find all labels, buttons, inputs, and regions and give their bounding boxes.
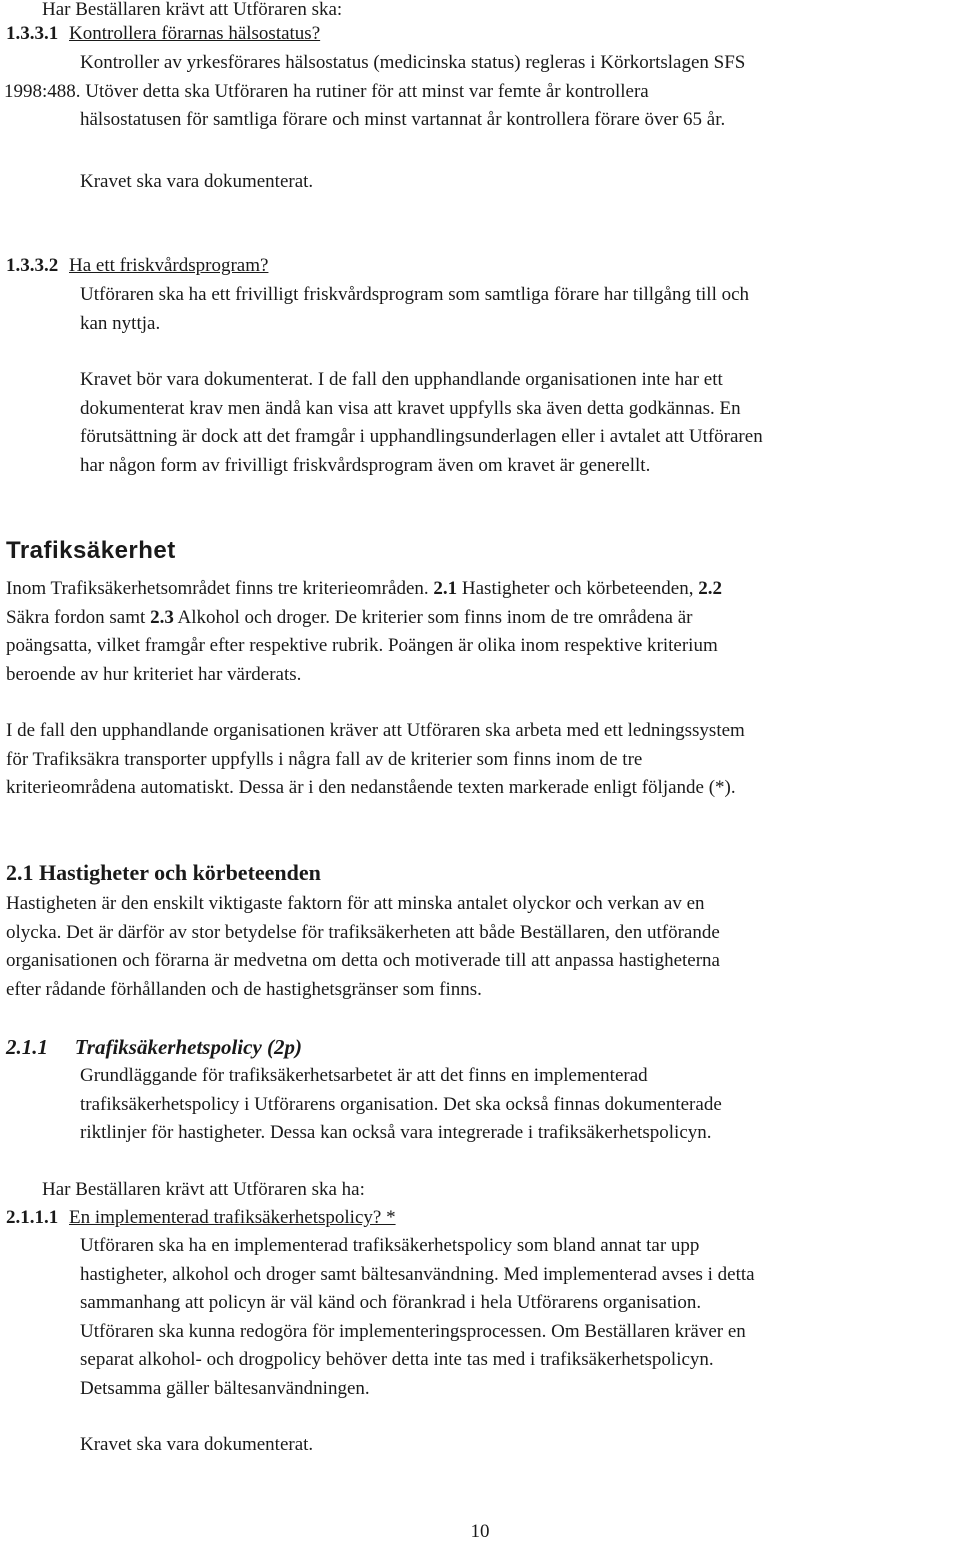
body-line: organisationen och förarna är medvetna om detta och motiverade till att anpassa hastigheterna bbox=[6, 950, 720, 972]
trafik-intro bbox=[6, 575, 722, 689]
text-run: Säkra fordon samt bbox=[6, 606, 151, 628]
item-number: 1.3.3.1 bbox=[6, 23, 59, 44]
ref-number: 2.3 bbox=[150, 606, 174, 628]
body-line: trafiksäkerhetspolicy i Utförarens organisation. Det ska också finnas dokumenterade bbox=[80, 1093, 722, 1115]
item-title: Kontrollera förarnas hälsostatus? bbox=[69, 23, 321, 44]
body-line: Utföraren ska kunna redogöra för implementeringsprocessen. Om Beställaren kräver en bbox=[80, 1320, 746, 1342]
item-2-1-1-1 bbox=[6, 1204, 396, 1233]
required-intro-top: Har Beställaren krävt att Utföraren ska: bbox=[42, 0, 343, 20]
body-line: har någon form av frivilligt friskvårdsprogram även om kravet är generellt. bbox=[80, 454, 651, 476]
text-run: Inom Trafiksäkerhetsområdet finns tre kriterieområden. bbox=[6, 578, 434, 599]
body-line: I de fall den upphandlande organisationen kräver att Utföraren ska arbeta med ett ledningssystem bbox=[6, 720, 745, 741]
doc-note: Kravet ska vara dokumenterat. bbox=[80, 171, 314, 192]
body-line: kan nyttja. bbox=[80, 312, 161, 334]
body-line: hastigheter, alkohol och droger samt bältesanvändning. Med implementerad avses i detta bbox=[80, 1263, 755, 1285]
body-line: Utföraren ska ha en implementerad trafiksäkerhetspolicy som bland annat tar upp bbox=[80, 1235, 700, 1256]
body-line: för Trafiksäkra transporter uppfylls i några fall av de kriterier som finns inom de tre bbox=[6, 748, 643, 770]
item-1-3-3-2-doc bbox=[80, 366, 763, 480]
item-1-3-3-2-body bbox=[80, 281, 749, 338]
body-line: beroende av hur kriteriet har värderats. bbox=[6, 663, 302, 685]
body-line: Grundläggande för trafiksäkerhetsarbetet är att det finns en implementerad bbox=[80, 1065, 648, 1086]
ref-number: 2.2 bbox=[698, 578, 722, 599]
required-intro-2: Har Beställaren krävt att Utföraren ska ha: bbox=[42, 1179, 365, 1200]
item-2-1-1-1-body bbox=[80, 1232, 755, 1404]
body-line: Detsamma gäller bältesanvändningen. bbox=[80, 1377, 370, 1399]
text-run: Hastigheter och körbeteenden, bbox=[457, 578, 699, 599]
section-number: 2.1.1 bbox=[6, 1035, 48, 1059]
ref-number: 2.1 bbox=[433, 578, 458, 599]
text-run: Alkohol och droger. De kriterier som finns inom de tre områdena är bbox=[173, 606, 693, 628]
section-title: Trafiksäkerhetspolicy (2p) bbox=[74, 1035, 303, 1059]
body-line: dokumenterat krav men ändå kan visa att kravet uppfylls ska även detta godkännas. En bbox=[80, 397, 741, 419]
item-number: 1.3.3.2 bbox=[6, 255, 59, 276]
page-number: 10 bbox=[470, 1521, 490, 1542]
sec-2-1-1-body bbox=[80, 1062, 722, 1148]
doc-note: Kravet ska vara dokumenterat. bbox=[80, 1434, 314, 1455]
body-line: hälsostatusen för samtliga förare och minst vartannat år kontrollera förare över 65 år. bbox=[80, 109, 726, 131]
item-1-3-3-2 bbox=[6, 252, 268, 281]
body-line: separat alkohol- och drogpolicy behöver detta inte tas med i trafiksäkerhetspolicyn. bbox=[80, 1349, 714, 1371]
body-line: efter rådande förhållanden och de hastighetsgränser som finns. bbox=[6, 978, 482, 1000]
section-heading-2-1: 2.1 Hastigheter och körbeteenden bbox=[6, 860, 321, 885]
body-line: 1998:488. Utöver detta ska Utföraren ha rutiner för att minst var femte år kontrollera bbox=[4, 80, 649, 102]
body-line: Kravet bör vara dokumenterat. I de fall den upphandlande organisationen inte har ett bbox=[80, 369, 723, 390]
body-line: olycka. Det är därför av stor betydelse för trafiksäkerheten att både Beställaren, den utförande bbox=[6, 921, 720, 943]
item-1-3-3-1-body bbox=[4, 49, 746, 135]
body-line: kriterieområdena automatiskt. Dessa är i den nedanstående texten markerade enligt följande (*). bbox=[6, 777, 736, 799]
item-title: En implementerad trafiksäkerhetspolicy? * bbox=[69, 1207, 396, 1228]
body-line: Utföraren ska ha ett frivilligt friskvårdsprogram som samtliga förare har tillgång till och bbox=[80, 284, 750, 305]
item-title: Ha ett friskvårdsprogram? bbox=[69, 255, 269, 276]
body-line: poängsatta, vilket framgår efter respektive rubrik. Poängen är olika inom respektive kriterium bbox=[6, 635, 718, 657]
body-line: Hastigheten är den enskilt viktigaste faktorn för att minska antalet olyckor och verkan av en bbox=[6, 893, 705, 914]
item-1-3-3-1 bbox=[6, 20, 320, 49]
sec-2-1-body bbox=[6, 890, 720, 1004]
body-line: Kontroller av yrkesförares hälsostatus (medicinska status) regleras i Körkortslagen SFS bbox=[80, 52, 746, 73]
trafik-para-2 bbox=[6, 717, 745, 803]
body-line: riktlinjer för hastigheter. Dessa kan också vara integrerade i trafiksäkerhetspolicyn. bbox=[80, 1122, 712, 1144]
item-number: 2.1.1.1 bbox=[6, 1207, 59, 1228]
sec-2-1-1-heading bbox=[6, 1033, 302, 1064]
section-heading-trafiksakerhet: Trafiksäkerhet bbox=[6, 537, 176, 564]
body-line: sammanhang att policyn är väl känd och förankrad i hela Utförarens organisation. bbox=[80, 1292, 702, 1314]
body-line: förutsättning är dock att det framgår i upphandlingsunderlagen eller i avtalet att Utföraren bbox=[80, 426, 763, 448]
